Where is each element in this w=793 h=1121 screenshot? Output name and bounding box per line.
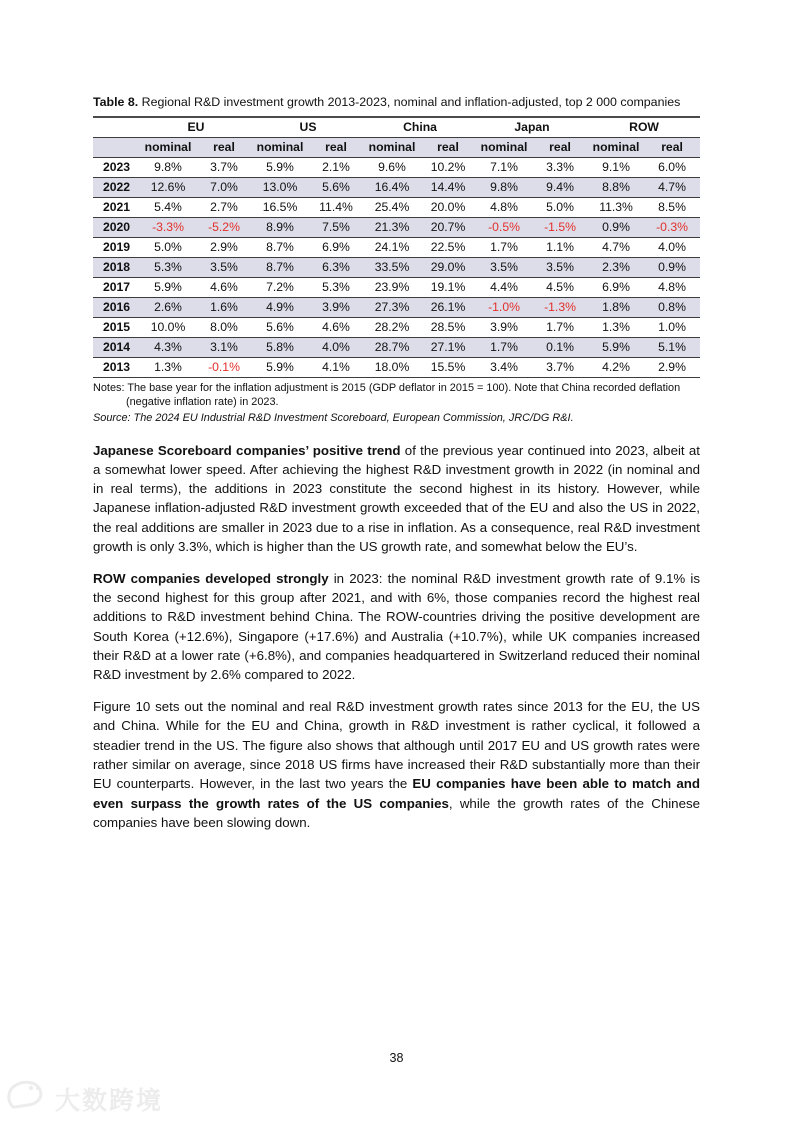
value-cell: 5.0% — [140, 238, 196, 258]
body-paragraphs — [93, 441, 700, 833]
value-cell: 5.3% — [140, 258, 196, 278]
value-cell: 4.8% — [644, 278, 700, 298]
table-subheader: real — [420, 138, 476, 158]
value-cell: 20.0% — [420, 198, 476, 218]
paragraph-text: Figure 10 sets out the nominal and real R&D investment growth rates since 2013 for the EU, the US and China. While for the EU and China, growth in R&D investment is rather cyclical, it followed a steadier trend in the US. The figure also shows that although until 2017 EU and US growth rates were rather similar on average, since 2018 US firms have increased their R&D substantially more than their EU counterparts. However, in the last two years the — [93, 699, 700, 792]
value-cell: 4.4% — [476, 278, 532, 298]
value-cell: -1.3% — [532, 298, 588, 318]
paragraph-bold-text: ROW companies developed strongly — [93, 570, 329, 586]
value-cell: 21.3% — [364, 218, 420, 238]
value-cell: 5.9% — [252, 358, 308, 378]
notes-text-2: (negative inflation rate) in 2023. — [126, 395, 279, 408]
table-row — [93, 258, 700, 278]
paragraph — [93, 569, 700, 685]
table-row — [93, 158, 700, 178]
table-row — [93, 218, 700, 238]
table-subheader: real — [644, 138, 700, 158]
value-cell: 5.4% — [140, 198, 196, 218]
value-cell: 8.8% — [588, 178, 644, 198]
value-cell: 6.9% — [308, 238, 364, 258]
corner-cell — [93, 138, 140, 158]
table-group-header: China — [364, 117, 476, 138]
value-cell: 3.7% — [532, 358, 588, 378]
value-cell: 28.5% — [420, 318, 476, 338]
value-cell: 3.5% — [196, 258, 252, 278]
year-cell: 2022 — [93, 178, 140, 198]
table-row — [93, 278, 700, 298]
value-cell: 7.2% — [252, 278, 308, 298]
value-cell: 4.2% — [588, 358, 644, 378]
value-cell: 2.3% — [588, 258, 644, 278]
table-subheader: nominal — [140, 138, 196, 158]
table-caption-text: Regional R&D investment growth 2013-2023, nominal and inflation-adjusted, top 2 000 companies — [138, 95, 681, 109]
table-row — [93, 318, 700, 338]
value-cell: 5.1% — [644, 338, 700, 358]
value-cell: 33.5% — [364, 258, 420, 278]
year-cell: 2021 — [93, 198, 140, 218]
table-subheader: nominal — [588, 138, 644, 158]
value-cell: 12.6% — [140, 178, 196, 198]
page-number: 38 — [389, 1051, 404, 1065]
value-cell: 4.0% — [308, 338, 364, 358]
value-cell: 4.7% — [644, 178, 700, 198]
value-cell: -1.0% — [476, 298, 532, 318]
value-cell: 27.3% — [364, 298, 420, 318]
value-cell: 5.0% — [532, 198, 588, 218]
table-source: Source: The 2024 EU Industrial R&D Investment Scoreboard, European Commission, JRC/DG R&I. — [93, 412, 574, 424]
notes-label: Notes: — [93, 382, 125, 394]
value-cell: 9.6% — [364, 158, 420, 178]
value-cell: -3.3% — [140, 218, 196, 238]
value-cell: 28.2% — [364, 318, 420, 338]
table-notes — [93, 382, 700, 409]
corner-cell — [93, 117, 140, 138]
value-cell: 4.6% — [308, 318, 364, 338]
value-cell: 4.9% — [252, 298, 308, 318]
value-cell: 4.8% — [476, 198, 532, 218]
notes-line — [93, 382, 700, 396]
value-cell: 1.7% — [476, 338, 532, 358]
table-subheader: real — [532, 138, 588, 158]
table-subheader: nominal — [364, 138, 420, 158]
year-cell: 2023 — [93, 158, 140, 178]
table-row — [93, 358, 700, 378]
table-row — [93, 298, 700, 318]
value-cell: 0.9% — [644, 258, 700, 278]
value-cell: 4.5% — [532, 278, 588, 298]
table-group-header-row — [93, 117, 700, 138]
table-row — [93, 338, 700, 358]
value-cell: 4.7% — [588, 238, 644, 258]
value-cell: 23.9% — [364, 278, 420, 298]
value-cell: 0.1% — [532, 338, 588, 358]
value-cell: 0.8% — [644, 298, 700, 318]
value-cell: 27.1% — [420, 338, 476, 358]
value-cell: 8.7% — [252, 258, 308, 278]
watermark-text: 大数跨境 — [55, 1086, 164, 1115]
value-cell: 13.0% — [252, 178, 308, 198]
value-cell: 28.7% — [364, 338, 420, 358]
value-cell: 9.8% — [476, 178, 532, 198]
value-cell: 1.3% — [588, 318, 644, 338]
table-group-header: EU — [140, 117, 252, 138]
year-cell: 2019 — [93, 238, 140, 258]
value-cell: 26.1% — [420, 298, 476, 318]
paragraph-text: , while the growth rates of the Chinese companies have been slowing down. — [93, 795, 701, 830]
value-cell: 3.3% — [532, 158, 588, 178]
table-caption-label: Table 8. — [93, 95, 139, 109]
table-subheader: nominal — [252, 138, 308, 158]
value-cell: 18.0% — [364, 358, 420, 378]
table-subheader: nominal — [476, 138, 532, 158]
value-cell: 19.1% — [420, 278, 476, 298]
value-cell: 1.6% — [196, 298, 252, 318]
value-cell: -0.3% — [644, 218, 700, 238]
value-cell: 5.6% — [252, 318, 308, 338]
value-cell: 9.1% — [588, 158, 644, 178]
value-cell: -1.5% — [532, 218, 588, 238]
table-group-header: Japan — [476, 117, 588, 138]
value-cell: 25.4% — [364, 198, 420, 218]
value-cell: 8.0% — [196, 318, 252, 338]
value-cell: 1.0% — [644, 318, 700, 338]
value-cell: 1.7% — [476, 238, 532, 258]
value-cell: 5.9% — [588, 338, 644, 358]
value-cell: -0.5% — [476, 218, 532, 238]
value-cell: 5.6% — [308, 178, 364, 198]
value-cell: 5.8% — [252, 338, 308, 358]
value-cell: 24.1% — [364, 238, 420, 258]
value-cell: 3.7% — [196, 158, 252, 178]
value-cell: 3.5% — [476, 258, 532, 278]
value-cell: 6.3% — [308, 258, 364, 278]
value-cell: 6.9% — [588, 278, 644, 298]
value-cell: 10.2% — [420, 158, 476, 178]
value-cell: 1.3% — [140, 358, 196, 378]
table-group-header: US — [252, 117, 364, 138]
value-cell: 10.0% — [140, 318, 196, 338]
watermark — [6, 1080, 163, 1117]
value-cell: 20.7% — [420, 218, 476, 238]
value-cell: 7.1% — [476, 158, 532, 178]
year-cell: 2017 — [93, 278, 140, 298]
value-cell: 11.3% — [588, 198, 644, 218]
watermark-logo-icon — [6, 1080, 50, 1117]
value-cell: 22.5% — [420, 238, 476, 258]
value-cell: 3.4% — [476, 358, 532, 378]
value-cell: 4.0% — [644, 238, 700, 258]
value-cell: 2.1% — [308, 158, 364, 178]
value-cell: 8.9% — [252, 218, 308, 238]
value-cell: 9.8% — [140, 158, 196, 178]
value-cell: 3.5% — [532, 258, 588, 278]
value-cell: 2.9% — [644, 358, 700, 378]
year-cell: 2018 — [93, 258, 140, 278]
value-cell: 1.7% — [532, 318, 588, 338]
paragraph — [93, 441, 700, 557]
value-cell: 2.7% — [196, 198, 252, 218]
table-subheader: real — [308, 138, 364, 158]
paragraph-bold-text: EU companies have been able to match and even surpass the growth rates of the US companies — [93, 776, 700, 811]
table-row — [93, 178, 700, 198]
year-cell: 2014 — [93, 338, 140, 358]
value-cell: 2.9% — [196, 238, 252, 258]
paragraph-text: in 2023: the nominal R&D investment growth rate of 9.1% is the second highest for this group after 2021, and with 6%, those companies record the highest real additions to R&D investment behind China. The ROW-countries driving the positive development are South Korea (+12.6%), Singapore (+17.6%) and Australia (+10.7%), while UK companies increased their R&D at a lower rate (+6.8%), and companies headquartered in Switzerland reduced their nominal R&D investment by 2.6% compared to 2022. — [93, 570, 700, 683]
value-cell: 16.4% — [364, 178, 420, 198]
value-cell: 7.5% — [308, 218, 364, 238]
table-caption — [93, 95, 700, 110]
table-row — [93, 198, 700, 218]
value-cell: 16.5% — [252, 198, 308, 218]
table-body — [93, 158, 700, 378]
value-cell: 0.9% — [588, 218, 644, 238]
value-cell: 8.7% — [252, 238, 308, 258]
value-cell: 3.9% — [476, 318, 532, 338]
value-cell: 5.9% — [252, 158, 308, 178]
table-row — [93, 238, 700, 258]
paragraph — [93, 697, 700, 832]
year-cell: 2020 — [93, 218, 140, 238]
value-cell: 14.4% — [420, 178, 476, 198]
value-cell: -0.1% — [196, 358, 252, 378]
value-cell: 3.9% — [308, 298, 364, 318]
value-cell: 1.8% — [588, 298, 644, 318]
value-cell: 1.1% — [532, 238, 588, 258]
value-cell: 7.0% — [196, 178, 252, 198]
year-cell: 2016 — [93, 298, 140, 318]
value-cell: 5.9% — [140, 278, 196, 298]
value-cell: 15.5% — [420, 358, 476, 378]
value-cell: 11.4% — [308, 198, 364, 218]
year-cell: 2013 — [93, 358, 140, 378]
page-content — [93, 95, 700, 845]
value-cell: 4.6% — [196, 278, 252, 298]
value-cell: 8.5% — [644, 198, 700, 218]
year-cell: 2015 — [93, 318, 140, 338]
value-cell: 5.3% — [308, 278, 364, 298]
rd-growth-table — [93, 116, 700, 378]
table-group-header: ROW — [588, 117, 700, 138]
value-cell: -5.2% — [196, 218, 252, 238]
table-subheader-row — [93, 138, 700, 158]
table-subheader: real — [196, 138, 252, 158]
value-cell: 2.6% — [140, 298, 196, 318]
value-cell: 9.4% — [532, 178, 588, 198]
value-cell: 4.1% — [308, 358, 364, 378]
paragraph-text: of the previous year continued into 2023, albeit at a somewhat lower speed. After achieving the highest R&D investment growth in 2022 (in nominal and in real terms), the additions in 2023 constitute the second highest in its history. However, while Japanese inflation-adjusted R&D investment growth exceeded that of the EU and also the US in 2022, the real additions are smaller in 2023 due to a rise in inflation. As a consequence, real R&D investment growth is only 3.3%, which is higher than the US growth rate, and somewhat below the EU’s. — [93, 442, 700, 554]
paragraph-bold-text: Japanese Scoreboard companies’ positive trend — [93, 442, 401, 458]
value-cell: 29.0% — [420, 258, 476, 278]
value-cell: 6.0% — [644, 158, 700, 178]
notes-text-1: The base year for the inflation adjustment is 2015 (GDP deflator in 2015 = 100). Note that China recorded deflation — [127, 382, 681, 394]
value-cell: 4.3% — [140, 338, 196, 358]
value-cell: 3.1% — [196, 338, 252, 358]
